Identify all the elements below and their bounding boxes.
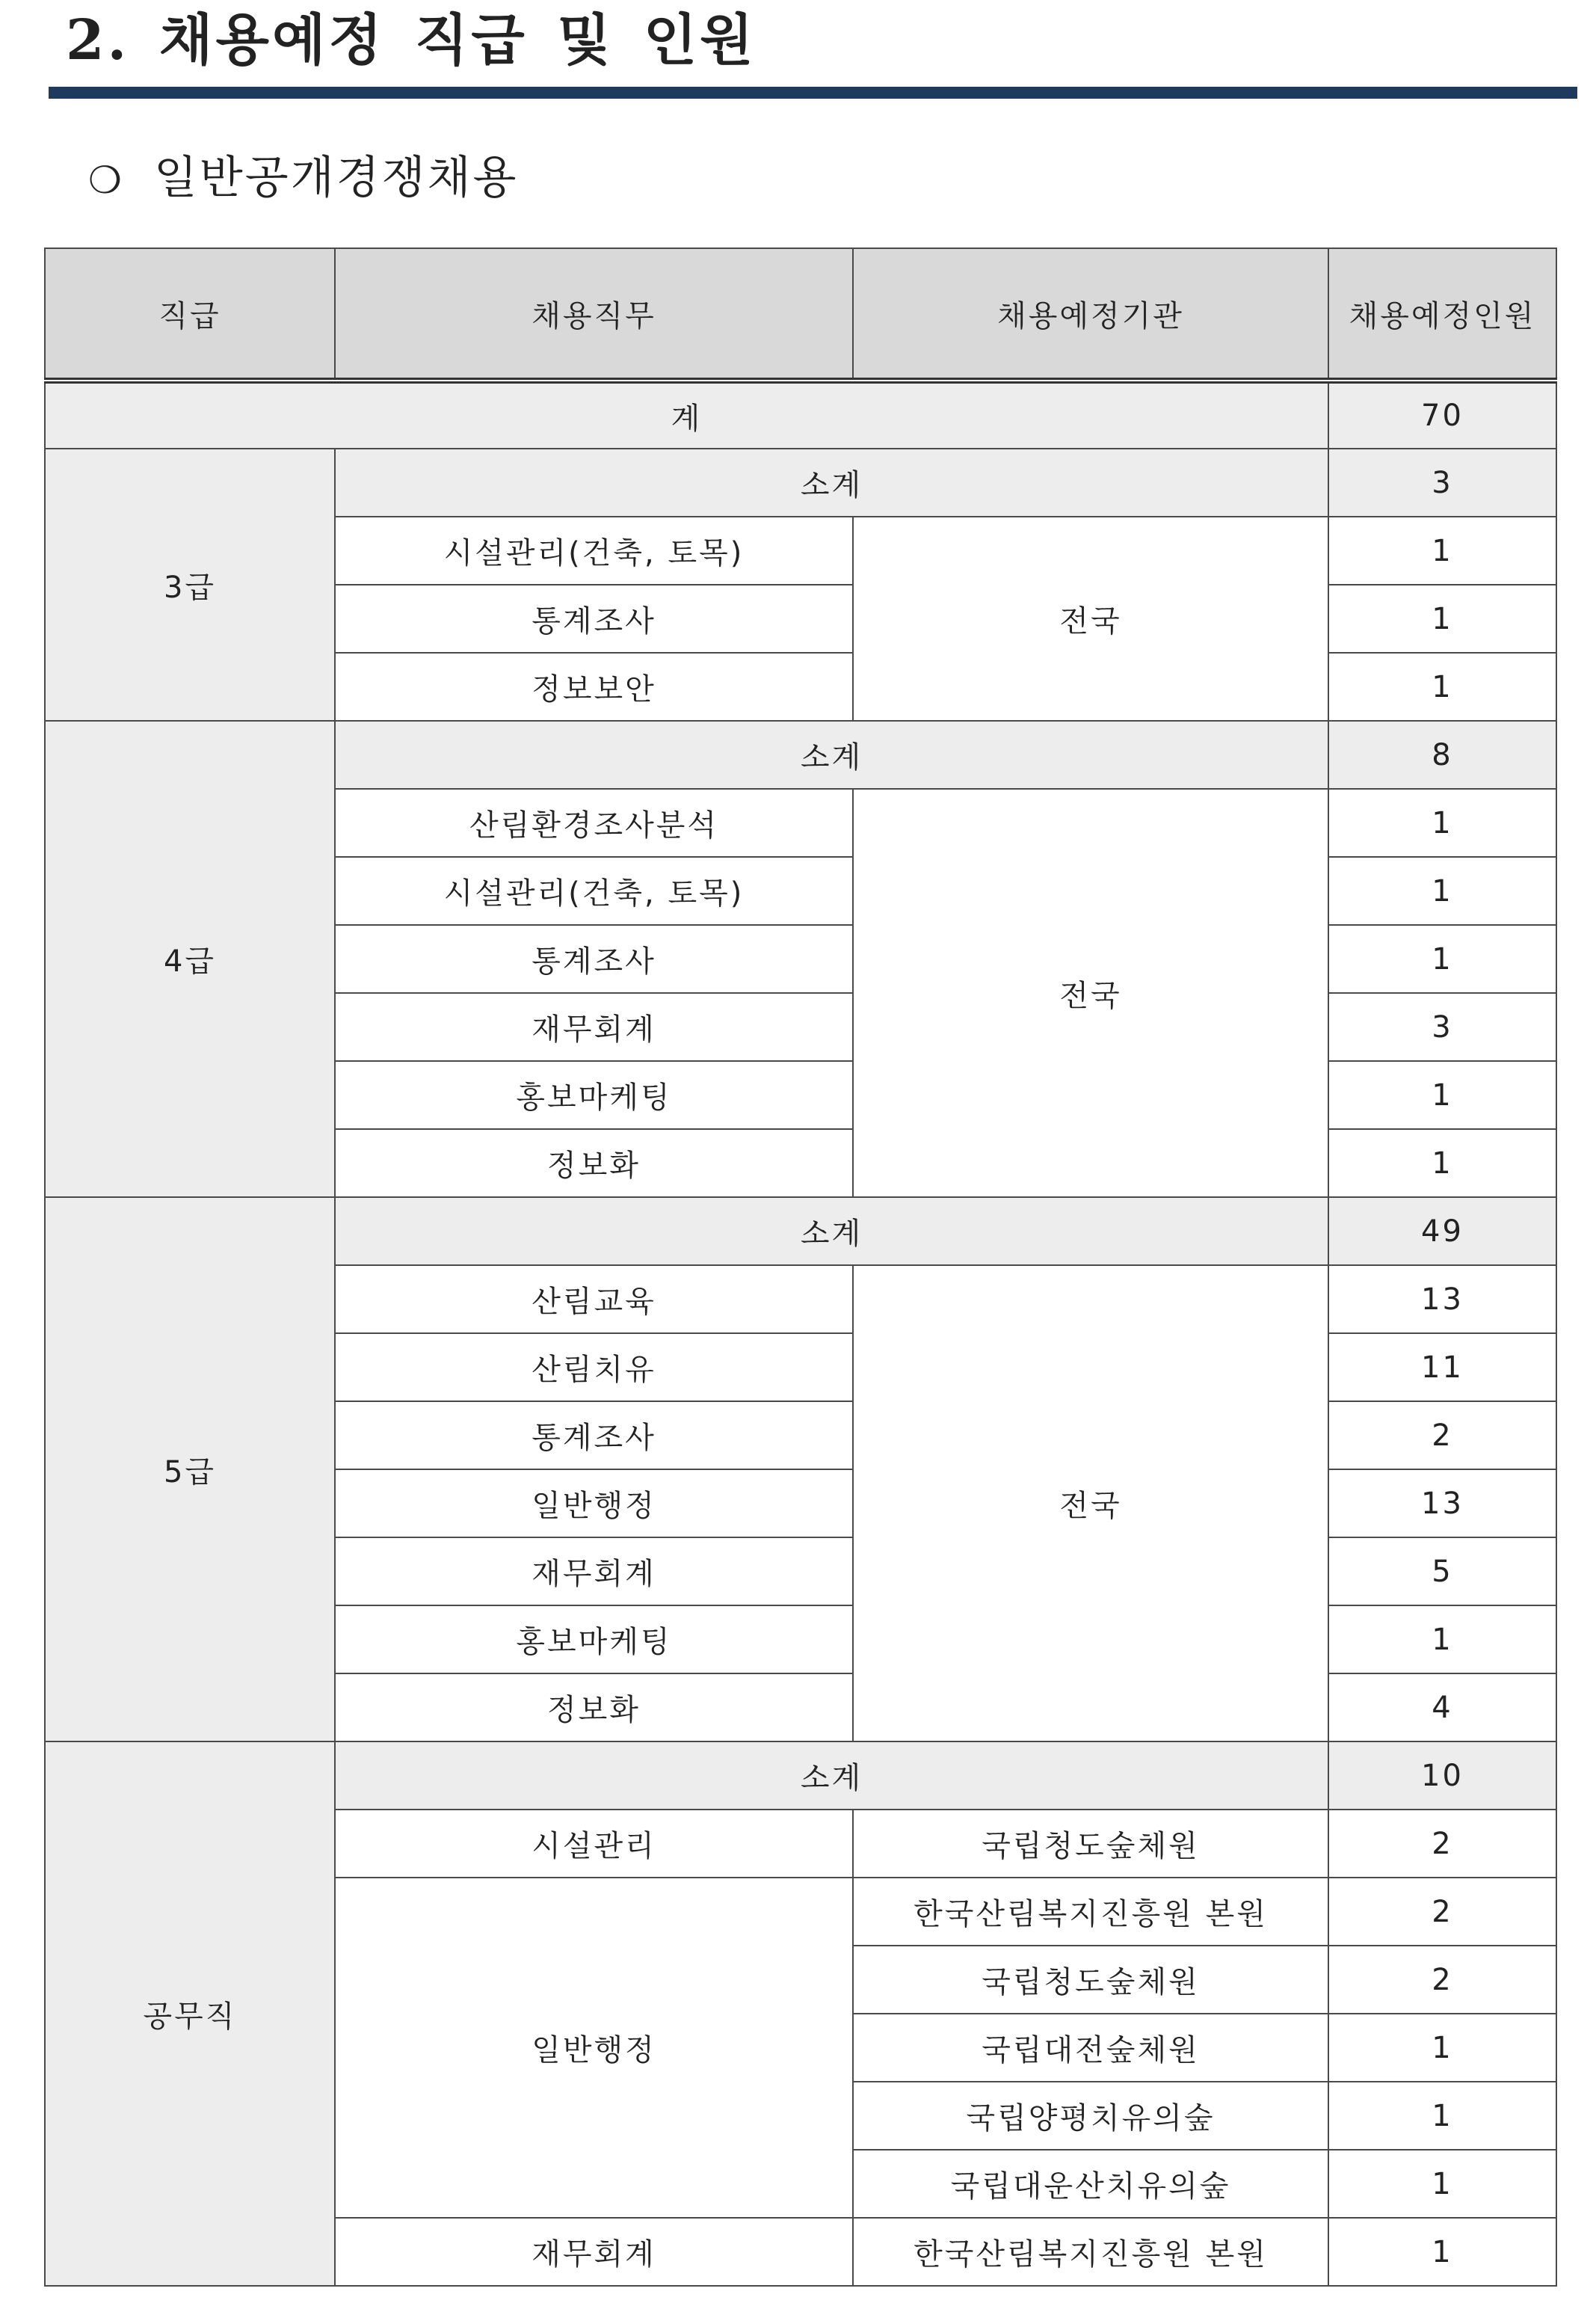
count-cell: 1 — [1328, 1129, 1556, 1197]
duty-cell: 홍보마케팅 — [335, 1061, 853, 1129]
grade-cell: 5급 — [45, 1197, 335, 1741]
hollow-circle-bullet-icon: ❍ — [88, 159, 124, 202]
agency-cell: 국립청도숲체원 — [853, 1810, 1328, 1878]
duty-cell: 일반행정 — [335, 1878, 853, 2218]
duty-cell: 재무회계 — [335, 993, 853, 1061]
count-cell: 1 — [1328, 2014, 1556, 2082]
count-cell: 1 — [1328, 2082, 1556, 2150]
count-cell: 1 — [1328, 2150, 1556, 2218]
subtotal-row — [45, 1197, 1556, 1265]
header-row — [45, 248, 1556, 381]
count-cell: 2 — [1328, 1810, 1556, 1878]
title-underline-rule — [49, 87, 1577, 99]
subtotal-count: 10 — [1328, 1741, 1556, 1810]
count-cell: 1 — [1328, 789, 1556, 857]
recruitment-table — [44, 248, 1557, 2287]
agency-cell: 전국 — [853, 1265, 1328, 1741]
subtotal-count: 8 — [1328, 721, 1556, 789]
agency-cell: 국립대운산치유의숲 — [853, 2150, 1328, 2218]
duty-cell: 통계조사 — [335, 1401, 853, 1469]
count-cell: 13 — [1328, 1469, 1556, 1537]
section-title-text: 일반공개경쟁채용 — [153, 152, 519, 204]
duty-cell: 산림치유 — [335, 1333, 853, 1401]
duty-cell: 일반행정 — [335, 1469, 853, 1537]
subtotal-count: 3 — [1328, 449, 1556, 517]
duty-cell: 시설관리 — [335, 1810, 853, 1878]
agency-cell: 국립청도숲체원 — [853, 1946, 1328, 2014]
agency-cell: 국립양평치유의숲 — [853, 2082, 1328, 2150]
agency-cell: 전국 — [853, 789, 1328, 1197]
count-cell: 1 — [1328, 585, 1556, 653]
agency-cell: 국립대전숲체원 — [853, 2014, 1328, 2082]
header-grade: 직급 — [45, 248, 335, 381]
count-cell: 1 — [1328, 517, 1556, 585]
count-cell: 3 — [1328, 993, 1556, 1061]
subtotal-row — [45, 449, 1556, 517]
duty-cell: 시설관리(건축, 토목) — [335, 517, 853, 585]
duty-cell: 산림환경조사분석 — [335, 789, 853, 857]
section-heading — [88, 147, 519, 212]
duty-cell: 통계조사 — [335, 925, 853, 993]
total-label: 계 — [45, 381, 1328, 449]
count-cell: 1 — [1328, 925, 1556, 993]
count-cell: 2 — [1328, 1401, 1556, 1469]
duty-cell: 재무회계 — [335, 2218, 853, 2286]
subtotal-label: 소계 — [335, 1741, 1328, 1810]
duty-cell: 홍보마케팅 — [335, 1605, 853, 1673]
total-count: 70 — [1328, 381, 1556, 449]
grade-cell: 공무직 — [45, 1741, 335, 2286]
agency-cell: 한국산림복지진흥원 본원 — [853, 1878, 1328, 1946]
agency-cell: 한국산림복지진흥원 본원 — [853, 2218, 1328, 2286]
count-cell: 5 — [1328, 1537, 1556, 1605]
count-cell: 2 — [1328, 1878, 1556, 1946]
header-count: 채용예정인원 — [1328, 248, 1556, 381]
agency-cell: 전국 — [853, 517, 1328, 721]
total-row — [45, 381, 1556, 449]
duty-cell: 정보화 — [335, 1129, 853, 1197]
subtotal-row — [45, 721, 1556, 789]
count-cell: 11 — [1328, 1333, 1556, 1401]
count-cell: 13 — [1328, 1265, 1556, 1333]
header-agency: 채용예정기관 — [853, 248, 1328, 381]
header-duty: 채용직무 — [335, 248, 853, 381]
duty-cell: 정보보안 — [335, 653, 853, 721]
count-cell: 1 — [1328, 2218, 1556, 2286]
count-cell: 1 — [1328, 1605, 1556, 1673]
grade-cell: 3급 — [45, 449, 335, 721]
duty-cell: 시설관리(건축, 토목) — [335, 857, 853, 925]
duty-cell: 통계조사 — [335, 585, 853, 653]
count-cell: 1 — [1328, 1061, 1556, 1129]
count-cell: 1 — [1328, 857, 1556, 925]
count-cell: 2 — [1328, 1946, 1556, 2014]
page-title: 2. 채용예정 직급 및 인원 — [66, 8, 757, 73]
subtotal-row — [45, 1741, 1556, 1810]
subtotal-label: 소계 — [335, 449, 1328, 517]
duty-cell: 정보화 — [335, 1673, 853, 1741]
count-cell: 4 — [1328, 1673, 1556, 1741]
subtotal-count: 49 — [1328, 1197, 1556, 1265]
duty-cell: 재무회계 — [335, 1537, 853, 1605]
duty-cell: 산림교육 — [335, 1265, 853, 1333]
subtotal-label: 소계 — [335, 721, 1328, 789]
grade-cell: 4급 — [45, 721, 335, 1197]
subtotal-label: 소계 — [335, 1197, 1328, 1265]
count-cell: 1 — [1328, 653, 1556, 721]
